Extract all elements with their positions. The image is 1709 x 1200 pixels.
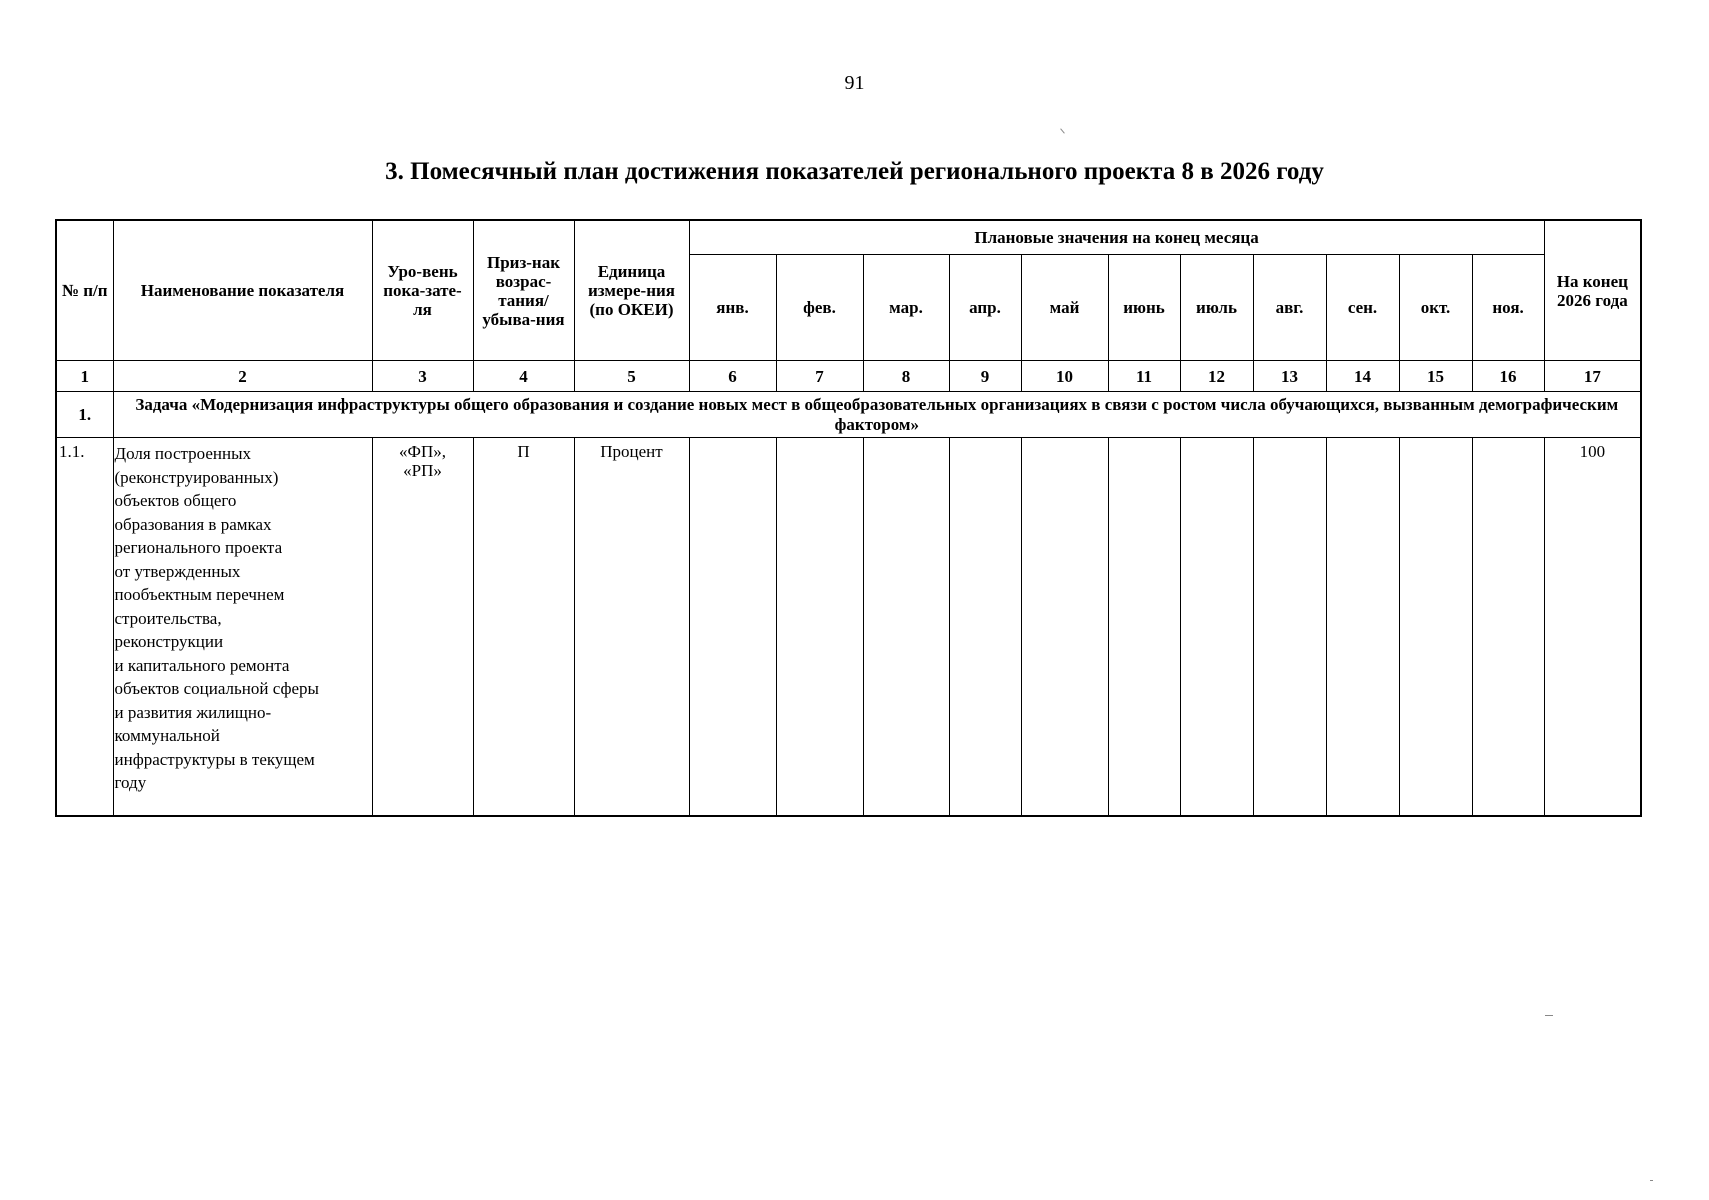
indicator-name-line: строительства,: [114, 608, 222, 628]
indicator-name-line: от утвержденных: [114, 561, 241, 581]
header-name: Наименование показателя: [113, 220, 372, 361]
indicator-sign: П: [473, 438, 574, 817]
end-year-value: 100: [1544, 438, 1641, 817]
indicator-name-line: объектов социальной сферы: [114, 679, 319, 698]
column-number: 10: [1021, 361, 1108, 392]
scan-speck: [1060, 128, 1065, 133]
header-month: фев.: [776, 255, 863, 361]
row-number: 1.1.: [56, 438, 113, 817]
header-month: апр.: [949, 255, 1021, 361]
month-value-cell: [1108, 438, 1180, 817]
header-unit: Единица измере-ния (по ОКЕИ): [574, 220, 689, 361]
column-number: 6: [689, 361, 776, 392]
month-value-cell: [949, 438, 1021, 817]
header-month: сен.: [1326, 255, 1399, 361]
header-month: авг.: [1253, 255, 1326, 361]
column-number: 14: [1326, 361, 1399, 392]
column-number: 12: [1180, 361, 1253, 392]
header-month: май: [1021, 255, 1108, 361]
indicator-plan-table: [55, 219, 1642, 817]
column-number: 17: [1544, 361, 1641, 392]
month-value-cell: [863, 438, 949, 817]
column-number: 8: [863, 361, 949, 392]
month-value-cell: [1253, 438, 1326, 817]
indicator-name: [113, 438, 372, 817]
table-row: [56, 438, 1641, 817]
column-number: 2: [113, 361, 372, 392]
header-month: янв.: [689, 255, 776, 361]
indicator-name-line: регионального проекта: [114, 538, 283, 557]
scan-speck: [1545, 1015, 1553, 1016]
column-number: 13: [1253, 361, 1326, 392]
column-number: 7: [776, 361, 863, 392]
indicator-name-line: коммунальной: [114, 726, 220, 745]
column-number: 5: [574, 361, 689, 392]
header-num: № п/п: [56, 220, 113, 361]
document-title: 3. Помесячный план достижения показателей регионального проекта 8 в 2026 году: [385, 158, 1324, 185]
month-value-cell: [776, 438, 863, 817]
header-month: июль: [1180, 255, 1253, 361]
indicator-name-line: и развития жилищно-: [114, 702, 272, 722]
indicator-name-line: Доля построенных: [114, 444, 251, 463]
month-value-cell: [1021, 438, 1108, 817]
header-end-year: На конец 2026 года: [1544, 220, 1641, 361]
page-number: 91: [844, 72, 865, 94]
column-number: 1: [56, 361, 113, 392]
column-number: 4: [473, 361, 574, 392]
header-month: мар.: [863, 255, 949, 361]
month-value-cell: [1472, 438, 1544, 817]
column-numbers-row: [56, 361, 1641, 392]
indicator-level: [372, 438, 473, 817]
indicator-unit: Процент: [574, 438, 689, 817]
indicator-level-line: «ФП»,: [399, 442, 446, 461]
scan-speck: [1650, 1180, 1653, 1181]
column-number: 15: [1399, 361, 1472, 392]
task-number: 1.: [56, 392, 113, 438]
indicator-plan-table-wrap: [55, 219, 1640, 817]
indicator-name-line: объектов общего: [114, 491, 237, 510]
header-month: окт.: [1399, 255, 1472, 361]
indicator-name-line: пообъектным перечнем: [114, 585, 285, 604]
header-sign: Приз-нак возрас-тания/ убыва-ния: [473, 220, 574, 361]
column-number: 9: [949, 361, 1021, 392]
task-text: Задача «Модернизация инфраструктуры общего образования и создание новых мест в общеобразовательных организациях в связи с ростом числа обучающихся, вызванным демографическим фактором»: [113, 392, 1641, 438]
header-month: ноя.: [1472, 255, 1544, 361]
month-value-cell: [1180, 438, 1253, 817]
task-row: [56, 392, 1641, 438]
indicator-name-line: году: [114, 773, 147, 792]
indicator-name-line: образования в рамках: [114, 514, 272, 534]
month-value-cell: [1399, 438, 1472, 817]
indicator-name-line: (реконструированных): [114, 467, 279, 487]
indicator-name-line: инфраструктуры в текущем: [114, 749, 315, 769]
header-level: Уро-вень пока-зате-ля: [372, 220, 473, 361]
month-value-cell: [689, 438, 776, 817]
column-number: 11: [1108, 361, 1180, 392]
indicator-name-line: реконструкции: [114, 632, 224, 651]
header-plan-group: Плановые значения на конец месяца: [689, 220, 1544, 255]
column-number: 16: [1472, 361, 1544, 392]
indicator-level-line: «РП»: [403, 461, 442, 480]
header-month: июнь: [1108, 255, 1180, 361]
indicator-name-line: и капитального ремонта: [114, 655, 290, 675]
month-value-cell: [1326, 438, 1399, 817]
column-number: 3: [372, 361, 473, 392]
